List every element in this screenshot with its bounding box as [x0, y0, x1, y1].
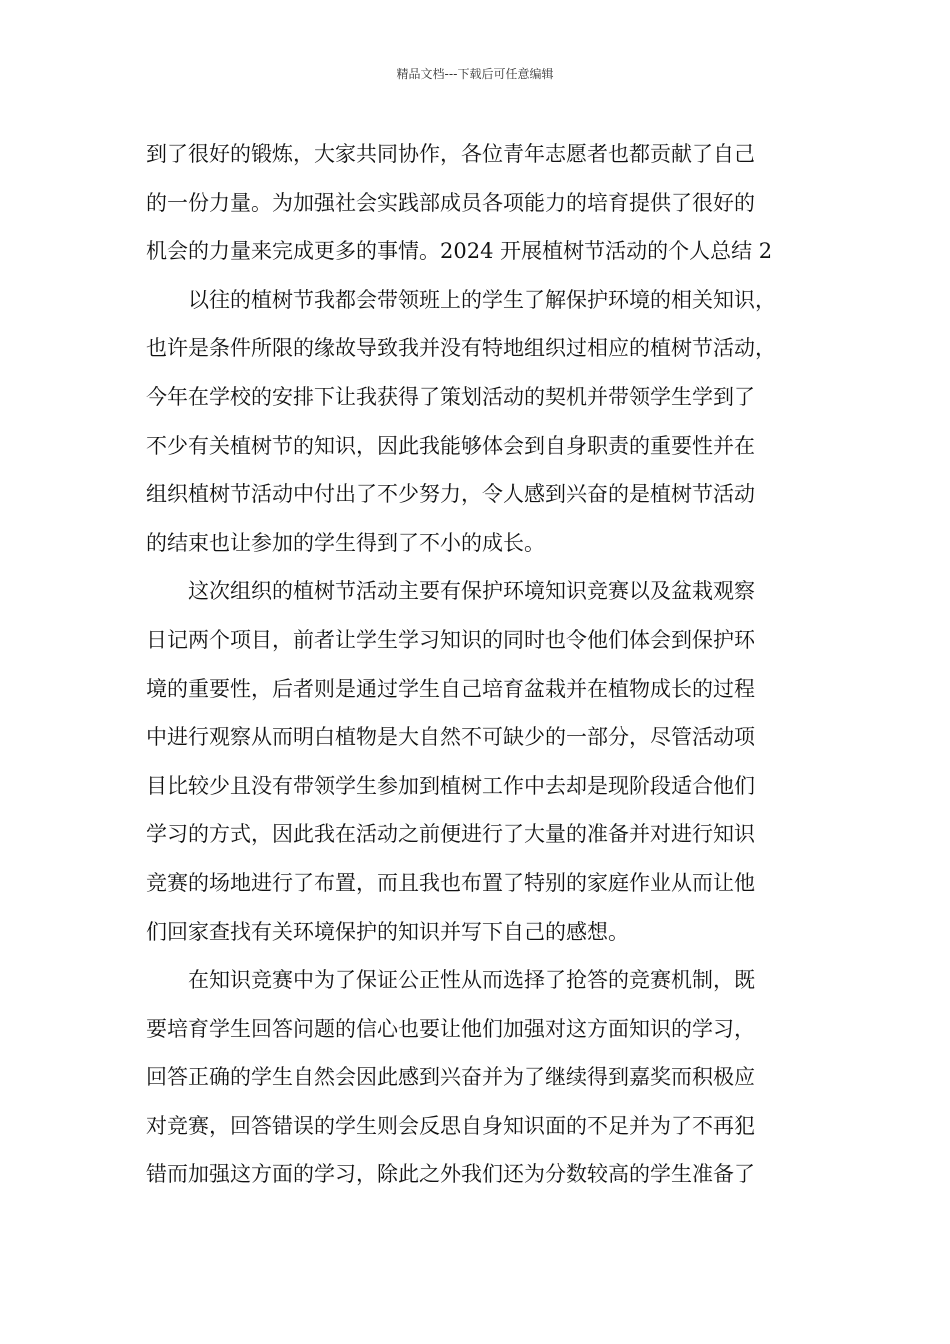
text-line: 学习的方式，因此我在活动之前便进行了大量的准备并对进行知识: [146, 822, 755, 847]
text-line: 们回家查找有关环境保护的知识并写下自己的感想。: [146, 919, 629, 944]
text-line: 境的重要性，后者则是通过学生自己培育盆栽并在植物成长的过程: [146, 676, 755, 701]
text-line: 的结束也让参加的学生得到了不小的成长。: [146, 530, 545, 555]
text-line: 不少有关植树节的知识，因此我能够体会到自身职责的重要性并在: [146, 433, 755, 458]
text-line: 机会的力量来完成更多的事情。2024 开展植树节活动的个人总结 2: [146, 239, 773, 264]
text-line: 竞赛的场地进行了布置，而且我也布置了特别的家庭作业从而让他: [146, 870, 755, 895]
text-line: 这次组织的植树节活动主要有保护环境知识竞赛以及盆栽观察: [188, 579, 755, 604]
text-line: 以往的植树节我都会带领班上的学生了解保护环境的相关知识，: [188, 287, 776, 312]
text-line: 组织植树节活动中付出了不少努力，令人感到兴奋的是植树节活动: [146, 482, 755, 507]
text-line: 也许是条件所限的缘故导致我并没有特地组织过相应的植树节活动，: [146, 336, 776, 361]
text-line: 要培育学生回答问题的信心也要让他们加强对这方面知识的学习，: [146, 1016, 755, 1041]
text-line: 对竞赛，回答错误的学生则会反思自身知识面的不足并为了不再犯: [146, 1113, 755, 1138]
text-line: 中进行观察从而明白植物是大自然不可缺少的一部分，尽管活动项: [146, 725, 755, 750]
text-line: 回答正确的学生自然会因此感到兴奋并为了继续得到嘉奖而积极应: [146, 1065, 755, 1090]
text-line: 日记两个项目，前者让学生学习知识的同时也令他们体会到保护环: [146, 627, 755, 652]
text-line: 到了很好的锻炼，大家共同协作，各位青年志愿者也都贡献了自己: [146, 142, 755, 166]
text-line: 今年在学校的安排下让我获得了策划活动的契机并带领学生学到了: [146, 384, 755, 409]
page-header: 精品文档---下载后可任意编辑: [396, 67, 554, 81]
document-body: [146, 130, 818, 1199]
text-line: 在知识竞赛中为了保证公正性从而选择了抢答的竞赛机制，既: [188, 968, 755, 993]
text-line: 目比较少且没有带领学生参加到植树工作中去却是现阶段适合他们: [146, 773, 755, 798]
text-line: 错而加强这方面的学习，除此之外我们还为分数较高的学生准备了: [146, 1162, 755, 1187]
text-line: 的一份力量。为加强社会实践部成员各项能力的培育提供了很好的: [146, 190, 755, 215]
